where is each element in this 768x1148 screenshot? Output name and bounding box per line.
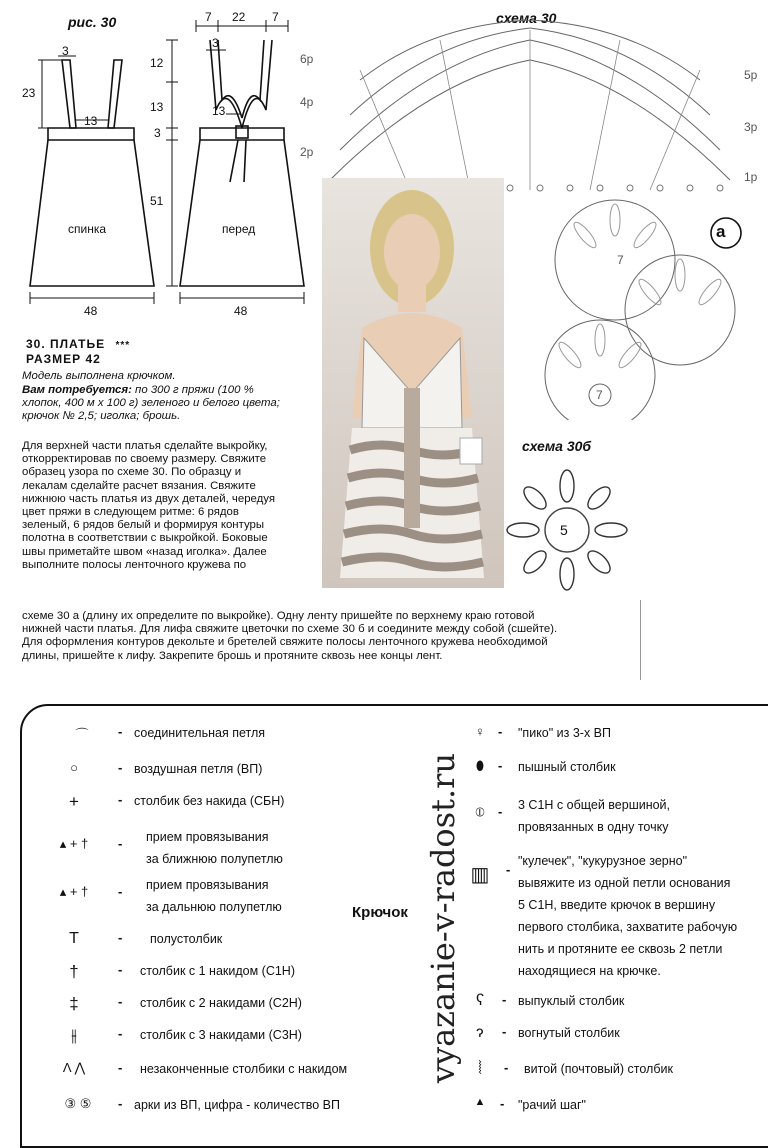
legend-text-block	[518, 850, 768, 982]
legend-text: прием провязывания	[146, 830, 269, 844]
legend-text: столбик с 1 накидом (С1Н)	[140, 964, 295, 978]
legend-text: выпуклый столбик	[518, 994, 625, 1008]
legend-text-block	[146, 826, 283, 870]
back-width: 48	[84, 304, 98, 318]
body-line: схеме 30 а (длину их определите по выкройке). Одну ленту пришейте по верхнему краю готовой	[22, 610, 535, 622]
article-size: РАЗМЕР 42	[26, 352, 101, 366]
legend-text: столбик с 2 накидами (С2Н)	[140, 996, 302, 1010]
materials-line-3: крючок № 2,5; иголка; брошь.	[22, 410, 181, 423]
front-label: перед	[222, 222, 256, 236]
dim-front-neck: 13	[212, 104, 226, 118]
legend-dash: -	[118, 760, 123, 775]
body-line: зеленый, 6 рядов белый и формируя контуры	[22, 519, 265, 532]
legend-center-label: Крючок	[352, 904, 408, 921]
row-label-6: 6р	[300, 52, 314, 66]
legend-text: незаконченные столбики с накидом	[140, 1062, 348, 1076]
dim-back-gap: 13	[84, 114, 98, 128]
model-photo	[322, 178, 504, 588]
popcorn-stitch-icon: ▥	[470, 864, 490, 886]
legend-dash: -	[118, 994, 123, 1009]
front-loop-icon: ▴ + †	[59, 836, 89, 851]
legend-text: "рачий шаг"	[518, 1098, 586, 1112]
twisted-stitch-icon: ⦚	[478, 1058, 482, 1078]
difficulty-stars: ***	[115, 340, 131, 351]
crab-stitch-icon: ▲	[474, 1096, 486, 1108]
legend-text: соединительная петля	[134, 726, 266, 740]
chain-icon: ○	[70, 760, 78, 775]
flower-ring-label: 5	[560, 522, 568, 538]
picot-icon: ♀	[475, 724, 485, 739]
dim-front-51: 51	[150, 194, 164, 208]
legend-text: воздушная петля (ВП)	[134, 762, 263, 776]
dim-front-left: 7	[205, 10, 212, 24]
legend-text: 3 С1Н с общей вершиной,	[518, 798, 671, 812]
row-label-5: 5р	[744, 68, 758, 82]
legend-text: столбик без накида (СБН)	[134, 794, 285, 808]
dotted-separator	[30, 683, 768, 691]
body-line: нижнюю часть платья из двух деталей, чередуя	[22, 492, 276, 505]
legend-text: первого столбика, захватите рабочую	[518, 920, 738, 934]
legend-text: за ближнюю полупетлю	[146, 852, 283, 866]
body-line: Для оформления контуров декольте и бретелей свяжите полосы ленточного кружева необходимой	[22, 636, 548, 649]
legend-text: находящиеся на крючке.	[518, 964, 661, 978]
treble-crochet-icon: ‡	[69, 994, 79, 1013]
legend-dash: -	[504, 1060, 509, 1075]
legend-text: пышный столбик	[518, 760, 616, 774]
legend-text: "пико" из 3-х ВП	[518, 726, 612, 740]
motif-a-label: a	[716, 222, 726, 241]
dim-strap-width: 3	[62, 44, 69, 58]
article-intro: Модель выполнена крючком.	[22, 370, 176, 382]
legend-text: арки из ВП, цифра - количество ВП	[134, 1098, 340, 1112]
body-line: образец узора по схеме 30. По образцу и	[22, 466, 242, 479]
legend-dash: -	[118, 1060, 123, 1075]
figure-title: рис. 30	[68, 14, 117, 30]
chain-arch-icon: ③ ⑤	[64, 1096, 92, 1111]
row-label-2: 2р	[300, 145, 314, 159]
motif-ring-label: 7	[617, 253, 624, 267]
legend-dash: -	[498, 724, 503, 739]
legend-dash: -	[118, 962, 123, 977]
body-line: лекалам сделайте расчет вязания. Свяжите	[22, 479, 256, 492]
legend-text: полустолбик	[150, 932, 223, 946]
legend-dash: -	[498, 758, 503, 773]
row-label-4: 4р	[300, 95, 314, 109]
dim-front-12: 12	[150, 56, 164, 70]
back-loop-icon: ▴ + †	[59, 884, 89, 899]
back-label: спинка	[68, 222, 107, 236]
dim-front-13: 13	[150, 100, 164, 114]
legend-text: столбик с 3 накидами (С3Н)	[140, 1028, 302, 1042]
dim-back-height: 23	[22, 86, 36, 100]
body-line: цвет пряжи в следующем ритме: 6 рядов	[22, 506, 239, 519]
dim-front-middle: 22	[232, 10, 246, 24]
dim-front-right: 7	[272, 10, 279, 24]
legend-text: витой (почтовый) столбик	[524, 1062, 673, 1076]
front-width: 48	[234, 304, 248, 318]
legend-text: 5 С1Н, введите крючок в вершину	[518, 898, 716, 912]
legend-dash: -	[506, 862, 511, 877]
schema-motif-a	[505, 180, 765, 420]
legend-text: за дальнюю полупетлю	[146, 900, 282, 914]
materials-label: Вам потребуется:	[22, 384, 132, 396]
divider	[640, 600, 641, 680]
legend-text-block	[146, 874, 282, 918]
schema-b-title: схема 30б	[522, 438, 592, 454]
legend-text: провязанных в одну точку	[518, 820, 669, 834]
legend-dash: -	[118, 884, 123, 899]
puff-stitch-icon: ⬮	[475, 758, 485, 773]
article-title: 30. ПЛАТЬЕ	[26, 337, 106, 351]
legend-dash: -	[502, 992, 507, 1007]
materials-line-2: хлопок, 400 м х 100 г) зеленого и белого цвета;	[22, 397, 280, 410]
front-post-icon: ʕ	[476, 992, 484, 1009]
dim-front-strap: 3	[212, 36, 219, 50]
article-body	[22, 440, 322, 572]
legend-dash: -	[498, 804, 503, 819]
legend-dash: -	[118, 836, 123, 851]
motif-ring-label-2: 7	[596, 388, 603, 402]
dim-front-3: 3	[154, 126, 161, 140]
double-treble-icon: ⫲	[71, 1026, 77, 1045]
materials-line-1: по 300 г пряжи (100 %	[131, 384, 254, 396]
legend-dash: -	[118, 724, 123, 739]
schema-lace-chart	[320, 20, 740, 200]
body-line: полотна в соответствии с выкройкой. Боковые	[22, 532, 268, 545]
legend-dash: -	[118, 1026, 123, 1041]
single-crochet-icon: +	[69, 792, 79, 811]
legend-text-block	[518, 794, 670, 838]
legend-text: прием провязывания	[146, 878, 269, 892]
legend-text: нить и протяните ее сквозь 2 петли	[518, 942, 723, 956]
legend-dash: -	[118, 1096, 123, 1111]
body-line: Для верхней части платья сделайте выкройку,	[22, 440, 268, 452]
watermark: vyazanie-v-radost.ru	[424, 752, 462, 1084]
body-line: выполните полосы ленточного кружева по	[22, 558, 247, 571]
body-line: швы приметайте швом «назад иголка». Далее	[22, 545, 267, 558]
body-line: откорректировав по своему размеру. Свяжите	[22, 453, 267, 466]
schema-title: схема 30	[496, 10, 557, 26]
row-label-3: 3р	[744, 120, 758, 134]
slip-stitch-icon: ⌒	[75, 727, 89, 742]
legend-text: вывяжите из одной петли основания	[518, 876, 731, 890]
cluster-stitch-icon: ⦶	[475, 804, 485, 819]
legend-dash: -	[502, 1024, 507, 1039]
legend-text: "кулечек", "кукурузное зерно"	[518, 854, 688, 868]
body-line: длины, пришейте к лифу. Закрепите брошь и протяните сквозь нее концы лент.	[22, 649, 443, 662]
back-post-icon: ɂ	[476, 1024, 484, 1041]
legend-dash: -	[118, 792, 123, 807]
row-label-1: 1р	[744, 170, 758, 184]
legend-text: вогнутый столбик	[518, 1026, 620, 1040]
body-line: нижней части платья. Для лифа свяжите цветочки по схеме 30 б и соедините между собой (сшейте).	[22, 623, 558, 636]
unfinished-stitch-icon: Λ ⋀	[62, 1060, 86, 1075]
half-double-icon: T	[69, 930, 79, 947]
legend-dash: -	[500, 1096, 505, 1111]
legend-dash: -	[118, 930, 123, 945]
double-crochet-icon: †	[69, 962, 79, 981]
pattern-diagram	[0, 0, 330, 320]
article-body-wide	[22, 610, 634, 663]
